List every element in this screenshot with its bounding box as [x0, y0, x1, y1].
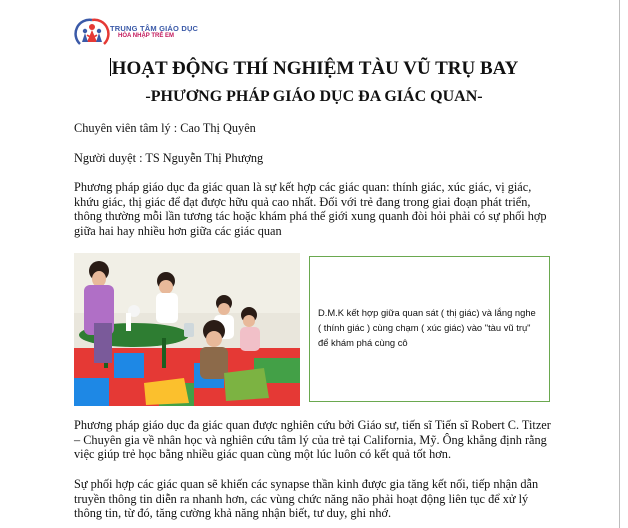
- document-title[interactable]: [0, 58, 628, 80]
- logo-org-line2: HÒA NHẬP TRẺ EM: [118, 33, 175, 39]
- research-paragraph: [74, 418, 611, 462]
- synapse-line: truyền thông tin diễn ra nhanh hơn, các vùng chức năng não phải hoạt động liên tục để xử lý: [74, 491, 529, 506]
- intro-line: khứu giác, thị giác để đạt được hữu quả cao nhất. Đối với trẻ đang trong giai đoạn phát triển,: [74, 194, 531, 209]
- document-title-text: HOẠT ĐỘNG THÍ NGHIỆM TÀU VŨ TRỤ BAY: [111, 58, 519, 79]
- org-logo: [74, 14, 214, 50]
- intro-line: giữa hai hay nhiều hơn giữa các giác quan: [74, 223, 282, 238]
- research-line: Phương pháp giáo dục đa giác quan được nghiên cứu bởi Giáo sư, tiến sĩ Tiến sĩ Robert C. Titzer: [74, 418, 551, 432]
- classroom-photo-icon: [74, 253, 300, 406]
- intro-line: Phương pháp giáo dục đa giác quan là sự kết hợp các giác quan: thính giác, xúc giác, vị giác,: [74, 180, 532, 194]
- text-cursor: [110, 58, 111, 76]
- intro-line: thông thường mỗi lần tương tác hoặc khám phá thế giới xung quanh đòi hỏi phải có sự phối hợp: [74, 209, 547, 223]
- intro-paragraph: [74, 180, 611, 238]
- research-line: – Chuyên gia về nhân học và nghiên cứu tâm lý của trẻ tại California, Mỹ. Ông khẳng định rằng: [74, 432, 547, 447]
- family-logo-icon: [74, 14, 110, 50]
- synapse-paragraph: [74, 477, 611, 521]
- research-line: việc giúp trẻ học bằng nhiều giác quan cùng một lúc luôn có kết quả tốt hơn.: [74, 447, 452, 461]
- photo-caption: D.M.K kết hợp giữa quan sát ( thị giác) và lắng nghe ( thính giác ) cùng chạm ( xúc giác) vào "tàu vũ trụ" để khám phá cùng cô: [318, 307, 536, 348]
- classroom-photo: [74, 253, 300, 406]
- synapse-line: Sự phối hợp các giác quan sẽ khiến các synapse thần kinh được gia tăng kết nối, tiếp nhận dẫn: [74, 477, 539, 491]
- author-line: Chuyên viên tâm lý : Cao Thị Quyên: [74, 121, 256, 135]
- synapse-line: thông tin, từ đó, tăng cường khả năng nhận biết, tư duy, ghi nhớ.: [74, 506, 392, 520]
- document-subtitle: -PHƯƠNG PHÁP GIÁO DỤC ĐA GIÁC QUAN-: [145, 88, 483, 105]
- logo-org-line1: TRUNG TÂM GIÁO DỤC: [110, 24, 199, 33]
- reviewer-line: Người duyệt : TS Nguyễn Thị Phượng: [74, 151, 264, 165]
- caption-box: [309, 256, 550, 402]
